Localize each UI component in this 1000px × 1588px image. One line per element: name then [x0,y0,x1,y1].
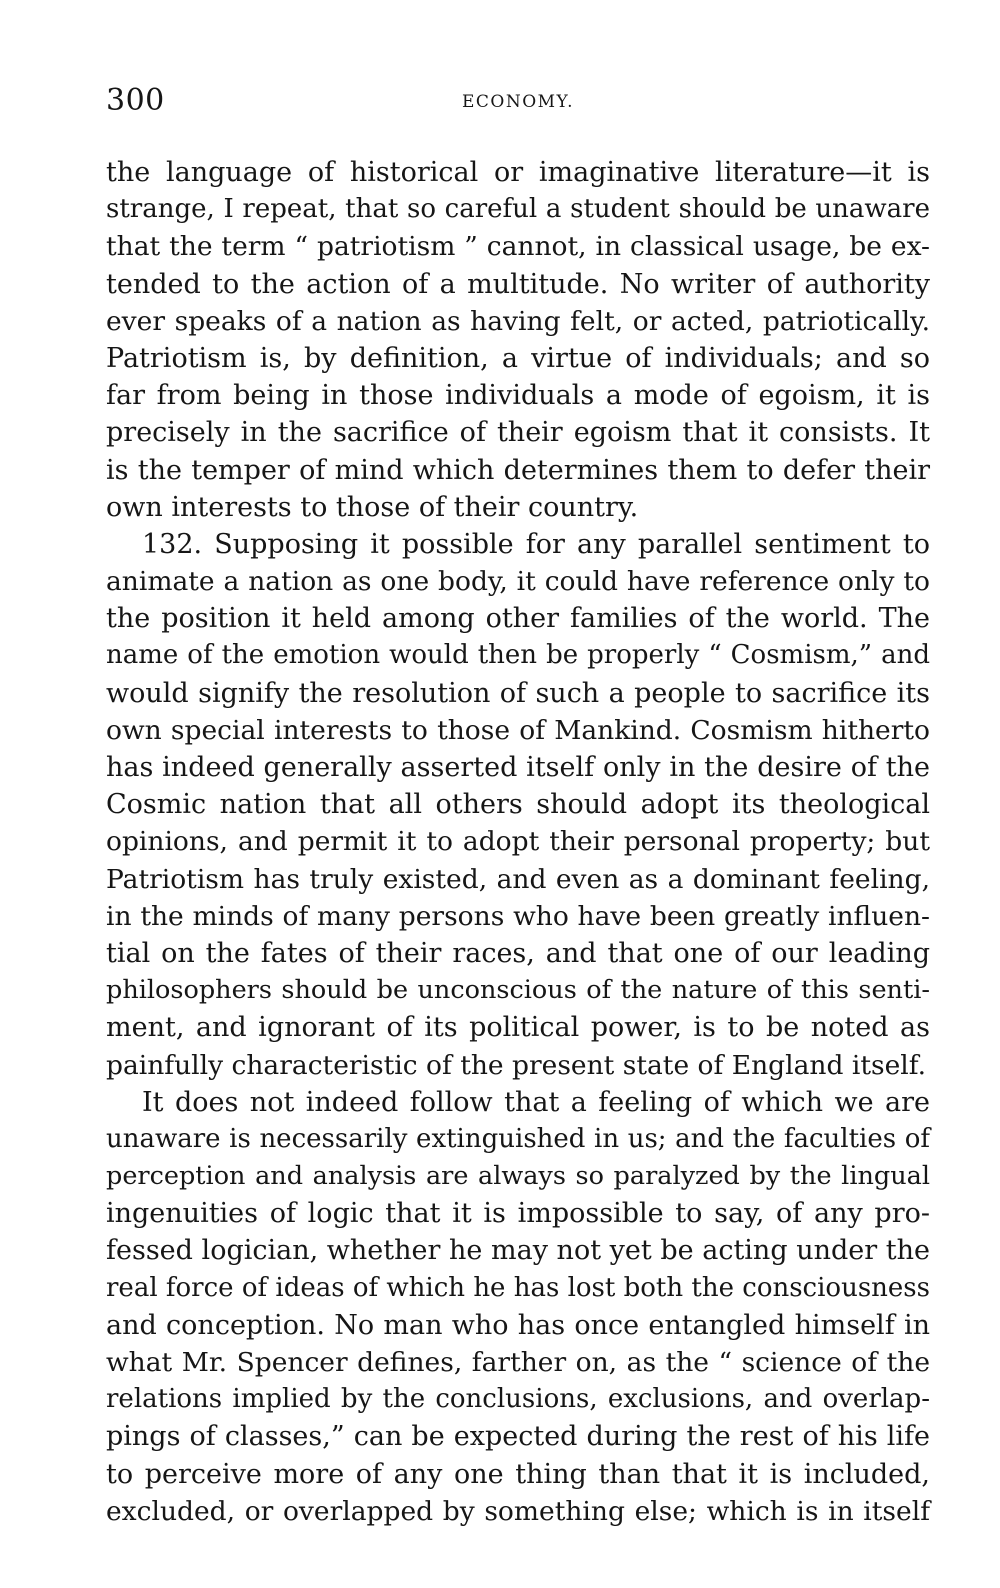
text-line: painfully characteristic of the present state of England itself. [106,1049,927,1081]
text-line: opinions, and permit it to adopt their personal property; but [106,826,930,858]
text-line: excluded, or overlapped by something else; which is in itself [106,1495,930,1527]
text-line: perception and analysis are always so paralyzed by the lingual [106,1161,930,1192]
text-line: philosophers should be unconscious of the nature of this senti- [106,975,930,1006]
text-line: ingenuities of logic that it is impossible to say, of any pro- [106,1198,930,1230]
text-line: has indeed generally asserted itself only in the desire of the [106,752,930,783]
text-line: animate a nation as one body, it could have reference only to [106,566,930,598]
text-line: the language of historical or imaginative literature—it is [106,157,930,188]
text-line: in the minds of many persons who have been greatly influen- [106,900,930,932]
running-head [106,82,930,122]
text-line: is the temper of mind which determines them to defer their [106,454,930,486]
text-line: own special interests to those of Mankind. Cosmism hitherto [106,714,930,746]
text-line: that the term “ patriotism ” cannot, in classical usage, be ex- [106,231,930,263]
text-line: tial on the fates of their races, and that one of our leading [106,937,930,969]
text-line: to perceive more of any one thing than that it is included, [106,1458,930,1490]
text-line: far from being in those individuals a mode of egoism, it is [106,380,930,412]
text-line: the position it held among other families of the world. The [106,603,930,635]
text-line: and conception. No man who has once entangled himself in [106,1309,930,1341]
text-line: unaware is necessarily extinguished in us; and the faculties of [106,1123,930,1154]
text-line: name of the emotion would then be properly “ Cosmism,” and [106,640,930,671]
text-line: strange, I repeat, that so careful a student should be unaware [106,194,930,225]
text-line: ever speaks of a nation as having felt, or acted, patriotically. [106,305,930,337]
text-line: real force of ideas of which he has lost both the consciousness [106,1272,930,1303]
text-line: ment, and ignorant of its political power, is to be noted as [106,1012,930,1044]
text-line: Patriotism is, by definition, a virtue of individuals; and so [106,342,930,374]
paragraph-start-line: It does not indeed follow that a feeling of which we are [142,1086,930,1118]
text-line: what Mr. Spencer defines, farther on, as the “ science of the [106,1347,930,1378]
text-line: relations implied by the conclusions, exclusions, and overlap- [106,1384,930,1415]
paragraph-start-line: 132. Supposing it possible for any parallel sentiment to [142,528,930,560]
body-text [106,154,930,1530]
text-line: pings of classes,” can be expected during the rest of his life [106,1421,930,1453]
text-line: precisely in the sacrifice of their egoism that it consists. It [106,417,930,449]
running-title: ECONOMY. [461,92,574,112]
text-line: own interests to those of their country. [106,491,639,523]
text-line: Patriotism has truly existed, and even as a dominant feeling, [106,863,930,895]
text-line: fessed logician, whether he may not yet be acting under the [106,1235,930,1267]
text-line: tended to the action of a multitude. No writer of authority [106,268,930,300]
page-number: 300 [106,83,165,118]
text-line: Cosmic nation that all others should adopt its theological [106,789,930,821]
text-line: would signify the resolution of such a people to sacrifice its [106,677,930,709]
